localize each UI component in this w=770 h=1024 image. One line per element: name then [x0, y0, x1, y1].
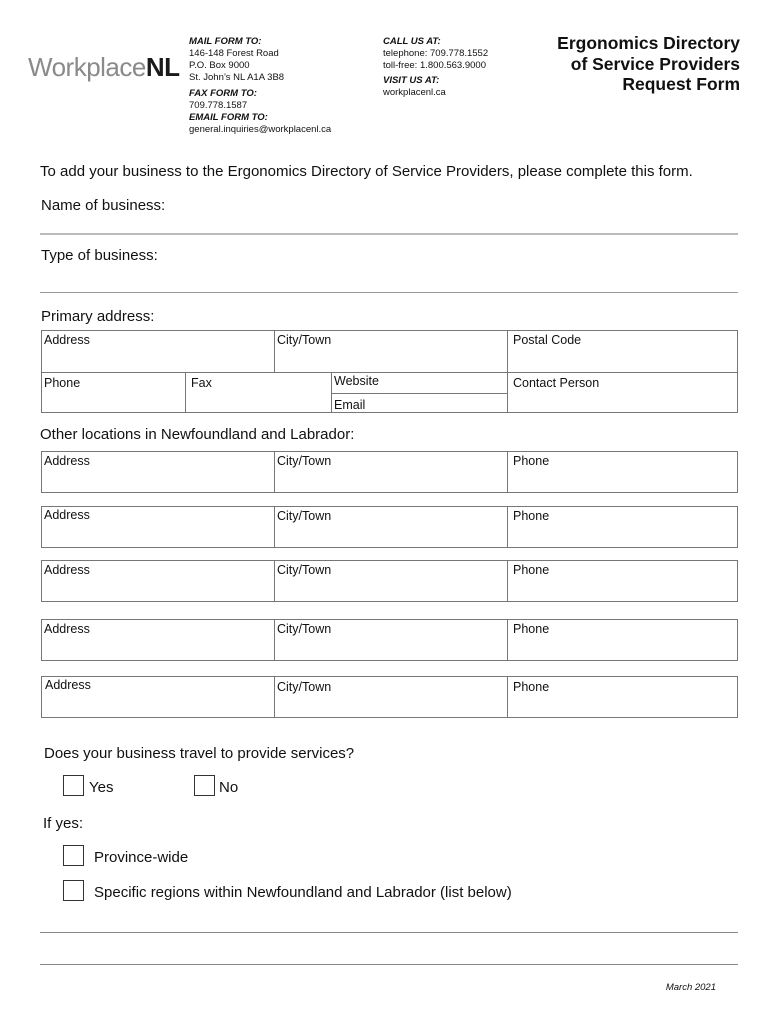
no-label: No	[219, 779, 239, 796]
email-label: EMAIL FORM TO:	[189, 112, 268, 123]
telephone: telephone: 709.778.1552	[383, 48, 489, 59]
other-city-field[interactable]: City/Town	[277, 622, 332, 636]
fax-number: 709.778.1587	[189, 100, 248, 111]
other-location-row	[41, 451, 738, 493]
form-date: March 2021	[665, 982, 716, 993]
yes-checkbox[interactable]	[63, 775, 84, 796]
if-yes-label: If yes:	[43, 815, 84, 832]
primary-email-field[interactable]: Email	[334, 398, 366, 412]
call-info	[383, 36, 488, 99]
other-city-field[interactable]: City/Town	[277, 680, 332, 694]
other-phone-field[interactable]: Phone	[513, 454, 550, 468]
other-address-field[interactable]: Address	[44, 622, 90, 636]
other-address-field[interactable]: Address	[45, 678, 91, 692]
specific-regions-checkbox[interactable]	[63, 880, 84, 901]
toll-free: toll-free: 1.800.563.9000	[383, 60, 486, 71]
other-phone-field[interactable]: Phone	[513, 680, 550, 694]
primary-website-field[interactable]: Website	[334, 374, 379, 388]
province-wide-checkbox[interactable]	[63, 845, 84, 866]
type-of-business-line[interactable]	[40, 292, 738, 293]
other-location-row	[41, 506, 738, 548]
primary-city-field[interactable]: City/Town	[277, 333, 332, 347]
fax-label: FAX FORM TO:	[189, 88, 257, 99]
mail-line: P.O. Box 9000	[189, 60, 250, 71]
title-line: Request Form	[622, 74, 740, 94]
title-line: of Service Providers	[570, 53, 740, 74]
workplacenl-logo: WorkplaceNL	[28, 52, 180, 82]
primary-postal-code-field[interactable]: Postal Code	[513, 333, 582, 347]
primary-phone-field[interactable]: Phone	[44, 376, 81, 390]
primary-address-table	[41, 330, 738, 413]
visit-label: VISIT US AT:	[383, 75, 440, 86]
mail-line: 146-148 Forest Road	[189, 48, 279, 59]
other-location-row	[41, 676, 738, 718]
province-wide-label: Province-wide	[94, 849, 189, 866]
primary-fax-field[interactable]: Fax	[191, 376, 212, 390]
other-phone-field[interactable]: Phone	[513, 563, 550, 577]
mail-line: St. John’s NL A1A 3B8	[189, 72, 285, 83]
call-label: CALL US AT:	[383, 36, 441, 47]
other-address-field[interactable]: Address	[44, 508, 90, 522]
no-checkbox[interactable]	[194, 775, 215, 796]
other-city-field[interactable]: City/Town	[277, 509, 332, 523]
name-of-business-label: Name of business:	[41, 197, 166, 214]
name-of-business-line[interactable]	[40, 233, 738, 235]
mail-label: MAIL FORM TO:	[189, 36, 262, 47]
primary-contact-person-field[interactable]: Contact Person	[513, 376, 600, 390]
intro-text: To add your business to the Ergonomics Directory of Service Providers, please complete this form.	[40, 163, 693, 180]
primary-address-field[interactable]: Address	[44, 333, 90, 347]
yes-label: Yes	[89, 779, 114, 796]
travel-question: Does your business travel to provide services?	[44, 745, 355, 762]
specific-regions-label: Specific regions within Newfoundland and Labrador (list below)	[94, 884, 512, 901]
other-phone-field[interactable]: Phone	[513, 622, 550, 636]
other-city-field[interactable]: City/Town	[277, 454, 332, 468]
form-title	[480, 33, 740, 95]
other-city-field[interactable]: City/Town	[277, 563, 332, 577]
website: workplacenl.ca	[383, 87, 446, 98]
regions-line[interactable]	[40, 964, 738, 965]
type-of-business-label: Type of business:	[41, 247, 158, 264]
title-line: Ergonomics Directory	[557, 33, 740, 53]
other-locations-label: Other locations in Newfoundland and Labrador:	[40, 426, 355, 443]
other-address-field[interactable]: Address	[44, 563, 90, 577]
mail-info	[189, 36, 331, 136]
primary-address-label: Primary address:	[41, 308, 155, 325]
other-phone-field[interactable]: Phone	[513, 509, 550, 523]
other-location-row	[41, 619, 738, 661]
other-address-field[interactable]: Address	[44, 454, 90, 468]
email-address: general.inquiries@workplacenl.ca	[189, 124, 332, 135]
regions-line[interactable]	[40, 932, 738, 933]
other-location-row	[41, 560, 738, 602]
